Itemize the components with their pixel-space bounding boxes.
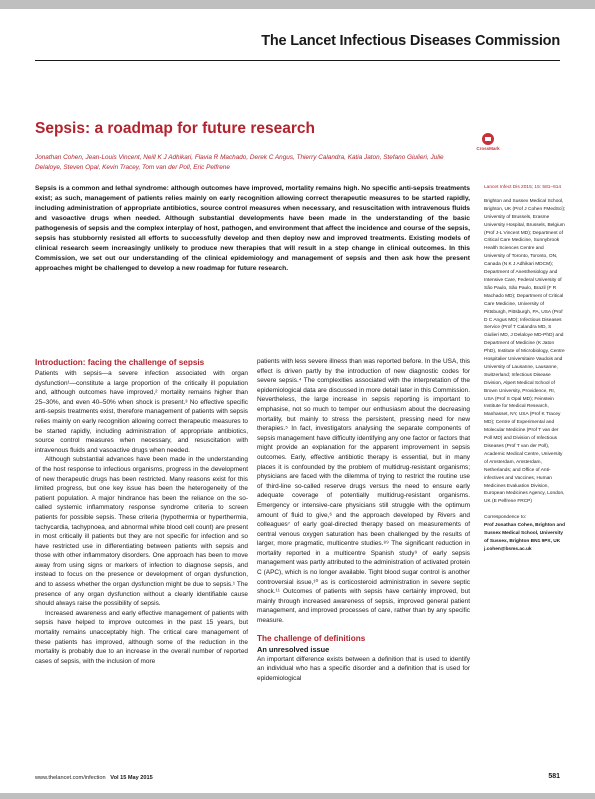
body-paragraph: An important difference exists between a definition that is used to identify an individual who has a specific disorder and a definition that is used for epidemiological — [257, 655, 470, 682]
body-paragraph: Increased awareness and early effective management of patients with sepsis have helped to improve outcomes in the past 15 years, but mortality remains unacceptably high. The critical care management of these patients has improved, although some of the reduction in the mortality is probably due to an increase in the overall number of reported cases of sepsis, with the inclusion of more — [35, 609, 248, 665]
correspondence-address[interactable]: Prof Jonathan Cohen, Brighton and Sussex Medical School, University of Sussex, Brighton BN1 9PX, UK j.cohen@bsms.ac.uk — [484, 523, 567, 552]
body-paragraph: patients with less severe illness than was reported before. In the USA, this effect is driven partly by the introduction of new diagnostic codes for severe sepsis.⁴ The complexities associated with the interpretation of the epidemiological data are discussed in more detail later in this Commission. Nevertheless, the large increase in sepsis reporting is important to emphasise, not so much to temper our enthusiasm about the decreasing mortality, but mainly to stress the persistent, pressing need for new therapies.⁵ In fact, investigators analysing the separate components of sepsis management have difficulty identifying any one factor or factors that might provide an explanation for the apparent improvement in sepsis outcomes. Early, effective antibiotic therapy is essential, but in many places it is confounded by the problem of multidrug-resistant organisms; physicians are faced with the dilemma of trying to restrict the routine use of third-line so-called reserve drugs versus the need to ensure early adequate coverage of potentially multidrug-resistant organisms. Emergency or intensive-care physicians still struggle with the optimum amount of fluid to give,⁶ and the approach developed by Rivers and colleagues⁷ of early goal-directed therapy based on measurements of central venous oxygen saturation has been challenged by the results of larger, more pragmatic, multicentre studies.⁸⁹ The significant reduction in mortality reported in a multicentre Spanish study⁹ of early sepsis management was partly attributed to the administration of activated protein C (APC), which is no longer available. Tight blood sugar control is another controversial issue,¹⁰ as is corticosteroid administration in severe septic shock.¹¹ Outcomes of patients with sepsis have certainly improved, but mainly through increased awareness of sepsis, improved general patient management, and improved processes of care, rather than by any specific measure. — [257, 358, 470, 625]
article-sidebar — [484, 184, 566, 554]
journal-url[interactable]: www.thelancet.com/infection — [35, 775, 106, 781]
crossmark-badge[interactable] — [470, 133, 506, 151]
header-rule — [0, 0, 595, 9]
author-list: Jonathan Cohen, Jean-Louis Vincent, Neill K J Adhikari, Flavia R Machado, Derek C Angus, Thierry Calandra, Katia Jaton, Stefano Giulieri, Julie Delaloye, Steven Opal, Kevin Tracey, Tom van der Poll, Eric Pelfrene — [35, 154, 444, 171]
citation: Lancet Infect Dis 2015; 15: 581–614 — [484, 185, 562, 190]
body-paragraph: Although substantial advances have been made in the understanding of the host response to infectious organisms, progress in the development of new therapeutic drugs has been restricted. Many reasons exist for this limited progress, but one key issue has been the heterogeneity of the patient population. A major hindrance has been the reliance on the so-called systemic inflammatory response syndrome criteria to screen patients for possible sepsis. These criteria (hypothermia or hyperthermia, tachycardia, tachypnoea, and abnormal white blood cell count) are present in most critically ill patients but they are not specific for infection and so have restricted use in differentiating between patients with sepsis and those with other inflammatory disorders. One approach has been to move away from using signs or markers of infection to diagnose sepsis, and instead to focus on the presence or development of organ dysfunction, and to assess whether the organ dysfunction might be due to sepsis.¹ The presence of any organ dysfunction without a clearly identifiable cause should always raise the possibility of sepsis. — [35, 456, 248, 608]
author-affiliations: Brighton and Sussex Medical School, Brighton, UK (Prof J Cohen FMedSci); University of Brussels, Erasme University Hospital, Brussels, Belgium (Prof J-L Vincent MD); Department of Critical Care Medicine, Sunnybrook Health Sciences Centre and University of Toronto, Toronto, ON, Canada (N K J Adhikari MDCM); Department of Anesthesiology and Intensive Care, Federal University of São Paulo, São Paulo, Brazil (F R Machado MD); Department of Critical Care Medicine, University of Pittsburgh, Pittsburgh, PA, USA (Prof D C Angus MD); Infectious Diseases Service (Prof T Calandra MD, S Giulieri MD, J Delaloye MD-PhD) and Department of Medicine (K Jaton PhD), Institute of Microbiology, Centre Hospitalier Universitaire Vaudois and University of Lausanne, Lausanne, Switzerland; Infectious Disease Division, Alpert Medical School of Brown University, Providence, RI, USA (Prof S Opal MD); Feinstein Institute for Medical Research, Manhasset, NY, USA (Prof K Tracey MD); Centre of Experimental and Molecular Medicine (Prof T van der Poll MD) and Division of Infectious Diseases (Prof T van der Poll), Academic Medical Centre, University of Amsterdam, Amsterdam, Netherlands; and Office of Anti-infectives and Vaccines, Human Medicines Evaluation Division, European Medicines Agency, London, UK (E Pelfrene FRCP) — [484, 198, 567, 505]
section-heading-introduction: Introduction: facing the challenge of sepsis — [35, 358, 205, 367]
crossmark-label: CrossMark — [476, 146, 500, 151]
title-divider — [35, 60, 560, 61]
volume-date: Vol 15 May 2015 — [110, 775, 153, 781]
subsection-heading: An unresolved issue — [257, 644, 330, 654]
body-paragraph: Patients with sepsis—a severe infection associated with organ dysfunction¹—constitute a large proportion of the critically ill population and, although outcomes have improved,² mortality remains higher than 25–30%, and even 40–50% when shock is present.³ No effective specific anti-sepsis treatments exist, therefore management of patients with sepsis relies mainly on early recognition allowing correct therapeutic measures to be started rapidly, including administration of appropriate antibiotics, source control measures when necessary, and resuscitation with intravenous fluids and vasoactive drugs when needed. — [35, 370, 248, 454]
footer-info — [35, 775, 153, 781]
page-number: 581 — [548, 773, 560, 780]
footer-rule — [0, 793, 595, 799]
abstract: Sepsis is a common and lethal syndrome: although outcomes have improved, mortality remains high. No specific anti-sepsis treatments exist; as such, management of patients relies mainly on early recognition allowing correct therapeutic measures to be started rapidly, including administration of appropriate antibiotics, source control measures when necessary, and resuscitation with intravenous fluids and vasoactive drugs when needed. Although substantial developments have been made in the understanding of the basic pathogenesis of sepsis and the complex interplay of host, pathogen, and environment that affect the incidence and course of the sepsis, sepsis has stubbornly resisted all efforts to successfully develop and then deploy new and improved treatments. Existing models of clinical research seem increasingly unlikely to produce new therapies that will result in a step change in clinical outcomes. In this Commission, we set out our understanding of the clinical epidemiology and management of sepsis and then ask how the present approaches might be challenged to develop a new roadmap for future research. — [35, 185, 470, 273]
correspondence-label: Correspondence to: — [484, 515, 527, 521]
journal-section-title: The Lancet Infectious Diseases Commission — [261, 33, 560, 49]
article-title: Sepsis: a roadmap for future research — [35, 120, 315, 137]
section-heading-definitions: The challenge of definitions — [257, 633, 366, 643]
crossmark-icon — [482, 133, 494, 145]
body-column-right — [257, 357, 470, 683]
body-column-left — [35, 357, 248, 666]
